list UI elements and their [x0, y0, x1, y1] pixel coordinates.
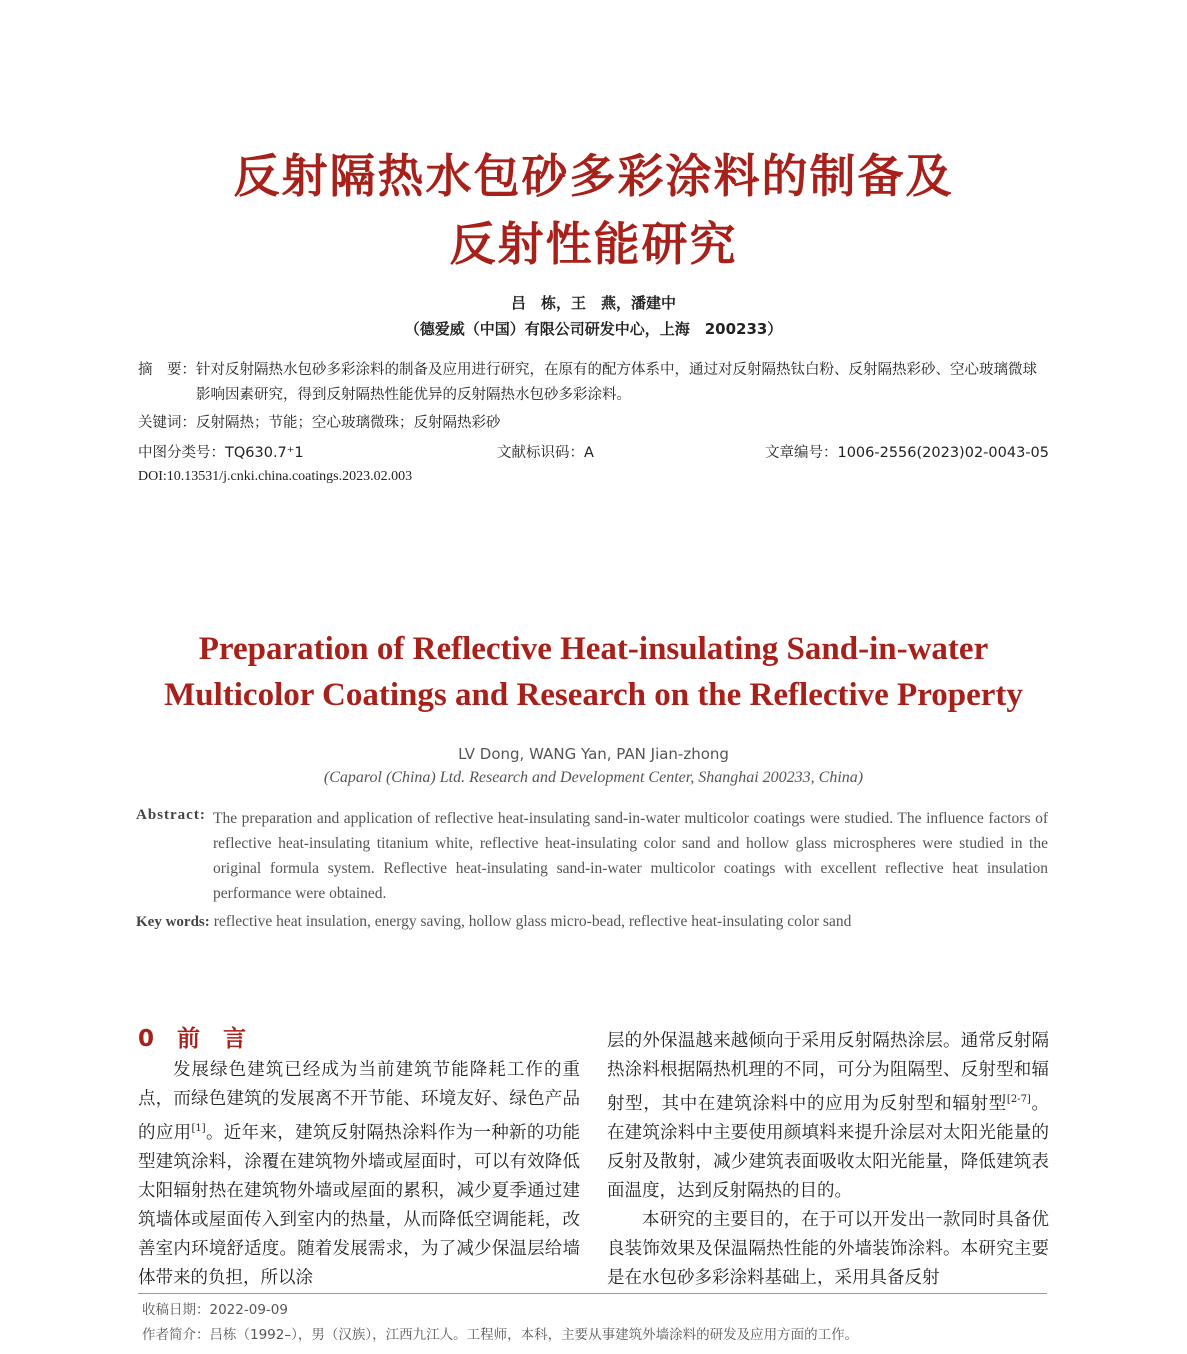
keywords-cn-label: 关键词：: [138, 415, 196, 431]
authors-en: LV Dong, WANG Yan, PAN Jian-zhong: [458, 745, 729, 763]
text-run: 层的外保温越来越倾向于采用反射隔热涂层。通常反射隔热涂料根据隔热机理的不同，可分为阻隔型、反射型和辐射型，其中在建筑涂料中的应用为反射型和辐射型: [607, 1031, 1049, 1114]
paragraph-intro-2: 本研究的主要目的，在于可以开发出一款同时具备优良装饰效果及保温隔热性能的外墙装饰涂料。本研究主要是在水包砂多彩涂料基础上，采用具备反射: [607, 1209, 1049, 1288]
title-cn-line2: 反射性能研究: [449, 217, 738, 271]
document-code: 文献标识码：A: [497, 445, 594, 461]
author-bio: 作者简介：吕栋（1992–），男（汉族），江西九江人。工程师，本科，主要从事建筑外墙涂料的研发及应用方面的工作。: [142, 1327, 859, 1343]
abstract-en-label: Abstract:: [136, 807, 206, 823]
title-en-line2: Multicolor Coatings and Research on the Reflective Property: [164, 677, 1023, 713]
paragraph-intro-1: [138, 1056, 580, 1293]
abstract-cn: [138, 358, 1050, 408]
keywords-en-label: Key words:: [136, 914, 210, 930]
authors-cn: 吕 栋，王 燕，潘建中: [510, 294, 676, 312]
received-date: 收稿日期：2022-09-09: [142, 1302, 288, 1318]
footnote-divider: [138, 1293, 1047, 1294]
abstract-en-text: The preparation and application of reflective heat-insulating sand-in-water multicolor coatings were studied. The influence factors of reflective heat-insulating titanium white, reflective heat-insulating color sand and hollow glass microspheres were studied in the original formula system. Reflective heat-insulating sand-in-water multicolor coatings with excellent reflective heat insulation performance were obtained.: [213, 810, 1048, 902]
keywords-en-text: reflective heat insulation, energy saving, hollow glass micro-bead, reflective heat-insulating color sand: [213, 913, 852, 930]
section-heading-introduction: 0 前 言: [138, 1026, 247, 1052]
clc-number: 中图分类号：TQ630.7⁺1: [138, 445, 304, 461]
body-left-column: [138, 1056, 580, 1293]
keywords-en: [136, 909, 1048, 934]
abstract-cn-label: 摘 要：: [138, 362, 196, 378]
title-en-line1: Preparation of Reflective Heat-insulating Sand-in-water: [198, 631, 989, 667]
text-run: 发展绿色建筑已经成为当前建筑节能降耗工作的重点，而绿色建筑的发展离不开节能、环境友好、绿色产品的应用: [138, 1060, 580, 1143]
keywords-cn-text: 反射隔热；节能；空心玻璃微珠；反射隔热彩砂: [196, 415, 501, 431]
text-run: 。在建筑涂料中主要使用颜填料来提升涂层对太阳光能量的反射及散射，减少建筑表面吸收太阳光能量，降低建筑表面温度，达到反射隔热的目的。: [607, 1093, 1050, 1201]
abstract-cn-text: 针对反射隔热水包砂多彩涂料的制备及应用进行研究，在原有的配方体系中，通过对反射隔热钛白粉、反射隔热彩砂、空心玻璃微球影响因素研究，得到反射隔热性能优异的反射隔热水包砂多彩涂料。: [196, 362, 1037, 403]
citation-ref: [2-7]: [1006, 1094, 1031, 1105]
article-number: 文章编号：1006-2556(2023)02-0043-05: [764, 445, 1049, 461]
citation-ref: [1]: [191, 1123, 206, 1134]
text-run: 。近年来，建筑反射隔热涂料作为一种新的功能型建筑涂料，涂覆在建筑物外墙或屋面时，可以有效降低太阳辐射热在建筑物外墙或屋面的累积，减少夏季通过建筑墙体或屋面传入到室内的热量，从而降低空调能耗，改善室内环境舒适度。随着发展需求，为了减少保温层给墙体带来的负担，所以涂: [138, 1122, 581, 1288]
body-right-column: [607, 1027, 1049, 1293]
title-cn-line1: 反射隔热水包砂多彩涂料的制备及: [233, 149, 954, 203]
keywords-cn: [138, 411, 501, 432]
doi: DOI:10.13531/j.cnki.china.coatings.2023.02.003: [138, 469, 413, 484]
affiliation-cn: （德爱威（中国）有限公司研发中心，上海 200233）: [404, 320, 783, 338]
abstract-en: [136, 806, 1048, 906]
paragraph-intro-1-continued: [607, 1027, 1049, 1206]
affiliation-en: (Caparol (China) Ltd. Research and Development Center, Shanghai 200233, China): [323, 769, 864, 786]
